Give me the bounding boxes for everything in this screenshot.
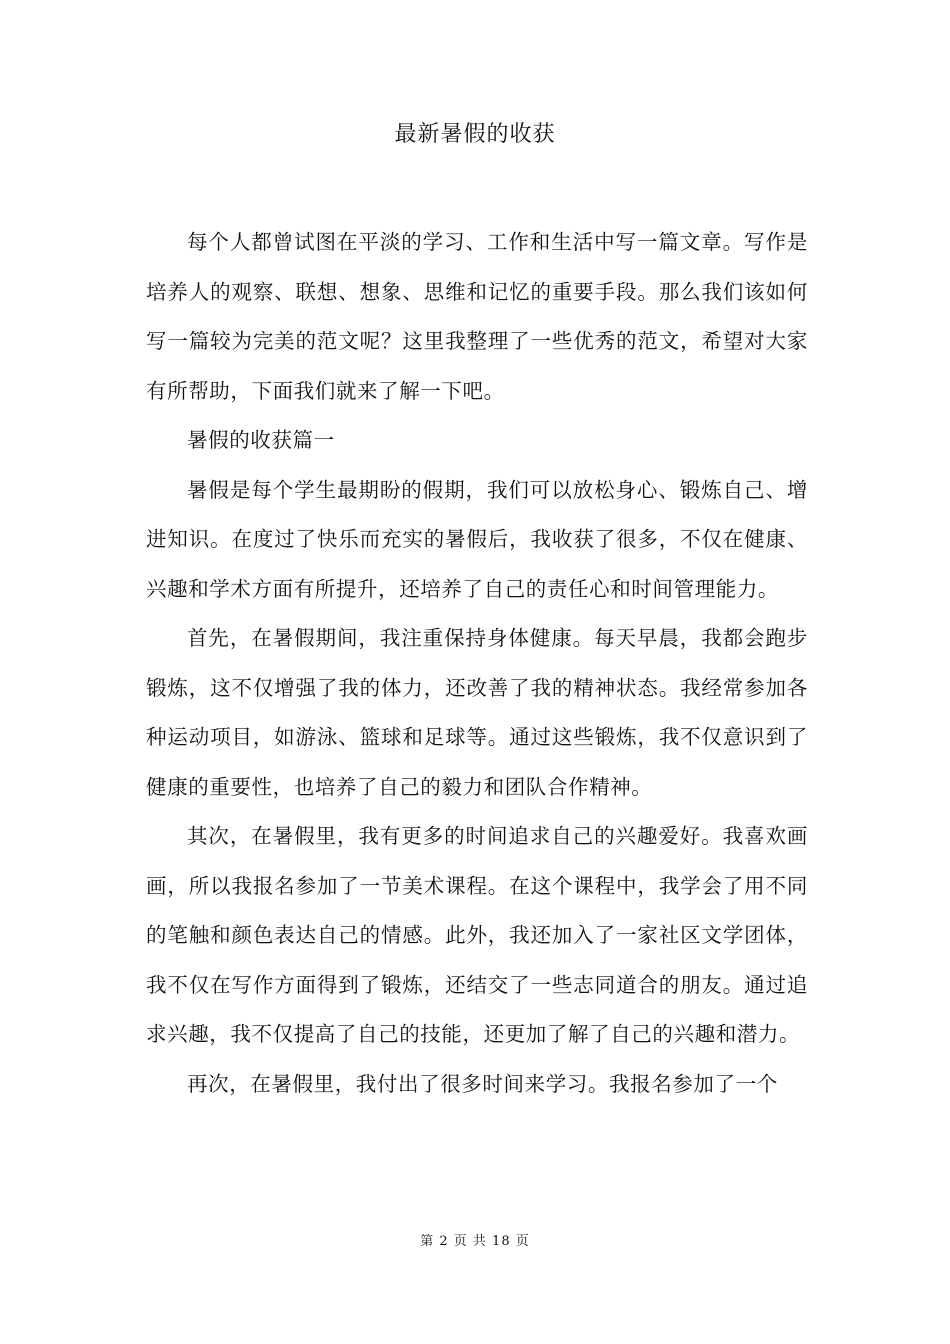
intro-paragraph: 每个人都曾试图在平淡的学习、工作和生活中写一篇文章。写作是培养人的观察、联想、想象、思维和记忆的重要手段。那么我们该如何写一篇较为完美的范文呢？这里我整理了一些优秀的范文，希望对大家有所帮助，下面我们就来了解一下吧。: [146, 230, 808, 403]
body-paragraph: 其次，在暑假里，我有更多的时间追求自己的兴趣爱好。我喜欢画画，所以我报名参加了一节美术课程。在这个课程中，我学会了用不同的笔触和颜色表达自己的情感。此外，我还加入了一家社区文学团体，我不仅在写作方面得到了锻炼，还结交了一些志同道合的朋友。通过追求兴趣，我不仅提高了自己的技能，还更加了解了自己的兴趣和潜力。: [146, 824, 808, 1046]
document-body: [146, 218, 808, 1109]
body-paragraph: 再次，在暑假里，我付出了很多时间来学习。我报名参加了一个: [187, 1071, 778, 1096]
section-heading: 暑假的收获篇一: [187, 428, 335, 452]
document-title: 最新暑假的收获: [394, 122, 556, 147]
body-paragraph: 暑假是每个学生最期盼的假期，我们可以放松身心、锻炼自己、增进知识。在度过了快乐而充实的暑假后，我收获了很多，不仅在健康、兴趣和学术方面有所提升，还培养了自己的责任心和时间管理能力。: [146, 477, 808, 601]
body-paragraph: 首先，在暑假期间，我注重保持身体健康。每天早晨，我都会跑步锻炼，这不仅增强了我的体力，还改善了我的精神状态。我经常参加各种运动项目，如游泳、篮球和足球等。通过这些锻炼，我不仅意识到了健康的重要性，也培养了自己的毅力和团队合作精神。: [146, 626, 808, 799]
page-number-footer: 第 2 页 共 18 页: [420, 1234, 530, 1249]
